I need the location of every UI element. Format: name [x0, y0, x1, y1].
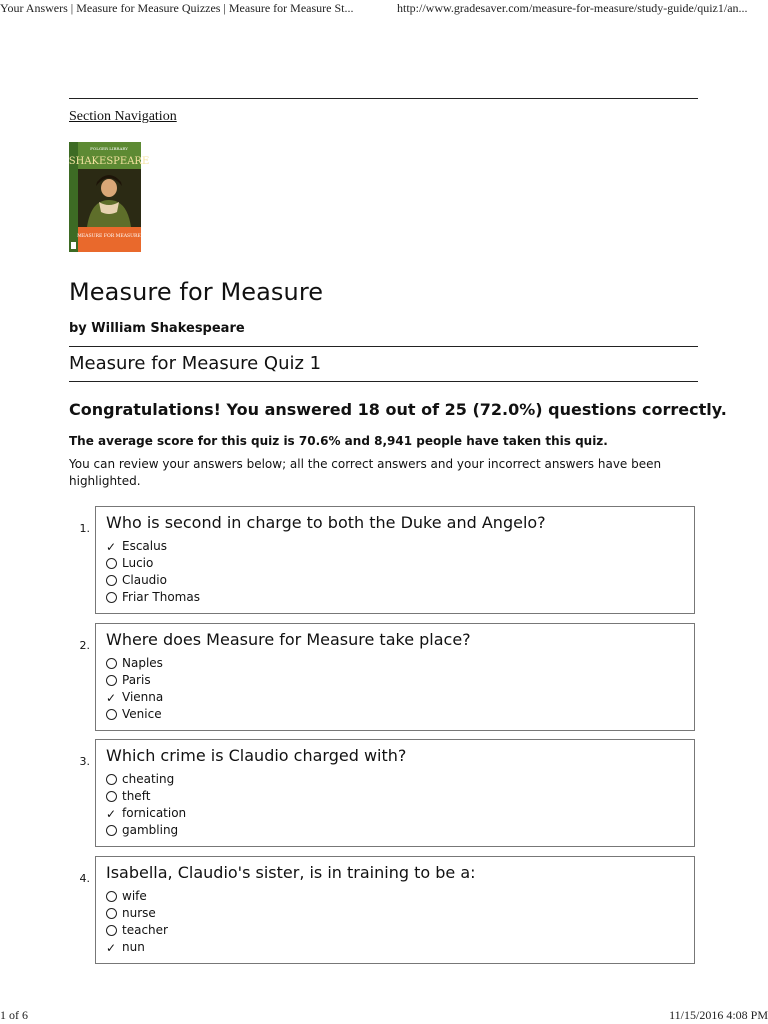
average-score: The average score for this quiz is 70.6% and 8,941 people have taken this quiz. — [69, 434, 608, 448]
radio-circle-icon — [106, 908, 117, 919]
answer-option[interactable] — [105, 572, 200, 589]
answer-option[interactable] — [105, 589, 200, 606]
radio-circle-icon — [106, 891, 117, 902]
radio-circle-icon — [106, 675, 117, 686]
quiz-title-bottom-divider — [69, 381, 698, 382]
question-number: 2. — [79, 639, 90, 652]
answer-option[interactable] — [105, 555, 200, 572]
answer-option[interactable] — [105, 822, 186, 839]
answer-list — [105, 538, 200, 606]
answer-label: Naples — [122, 656, 163, 670]
quiz-title-top-divider — [69, 346, 698, 347]
cover-bottom-text: MEASURE FOR MEASURE — [77, 234, 141, 239]
answer-option[interactable] — [105, 888, 168, 905]
checkmark-icon: ✓ — [105, 940, 117, 955]
book-title: Measure for Measure — [69, 278, 324, 306]
answer-option[interactable] — [105, 788, 186, 805]
answer-option[interactable] — [105, 905, 168, 922]
quiz-title: Measure for Measure Quiz 1 — [69, 353, 322, 374]
question-text: Where does Measure for Measure take place? — [106, 630, 471, 649]
answer-list — [105, 771, 186, 839]
answer-label: theft — [122, 789, 151, 803]
checkmark-icon: ✓ — [105, 539, 117, 554]
question-number: 4. — [79, 872, 90, 885]
answer-option[interactable] — [105, 939, 168, 956]
answer-label: nurse — [122, 906, 156, 920]
answer-list — [105, 888, 168, 956]
question-text: Isabella, Claudio's sister, is in training to be a: — [106, 863, 476, 882]
radio-circle-icon — [106, 592, 117, 603]
checkmark-icon: ✓ — [105, 690, 117, 705]
radio-circle-icon — [106, 658, 117, 669]
question-card — [95, 739, 695, 847]
answer-label: Lucio — [122, 556, 154, 570]
answer-label: Claudio — [122, 573, 167, 587]
answer-option[interactable] — [105, 922, 168, 939]
answer-label: Friar Thomas — [122, 590, 200, 604]
radio-circle-icon — [106, 825, 117, 836]
question-card — [95, 506, 695, 614]
answer-option[interactable] — [105, 672, 163, 689]
print-datetime: 11/15/2016 4:08 PM — [669, 1008, 768, 1022]
question-card — [95, 623, 695, 731]
book-author: by William Shakespeare — [69, 321, 245, 336]
answer-label: nun — [122, 940, 145, 954]
answer-label: teacher — [122, 923, 168, 937]
question-text: Which crime is Claudio charged with? — [106, 746, 407, 765]
answer-label: cheating — [122, 772, 175, 786]
answer-option[interactable] — [105, 689, 163, 706]
answer-label: Vienna — [122, 690, 164, 704]
answer-option[interactable] — [105, 706, 163, 723]
section-navigation-link[interactable]: Section Navigation — [69, 109, 177, 124]
print-header-title: Your Answers | Measure for Measure Quizzes | Measure for Measure St... — [0, 1, 354, 15]
question-number: 1. — [79, 522, 90, 535]
score-congratulations: Congratulations! You answered 18 out of 25 (72.0%) questions correctly. — [69, 400, 727, 419]
answer-label: Paris — [122, 673, 151, 687]
answer-option[interactable] — [105, 538, 200, 555]
answer-label: fornication — [122, 806, 187, 820]
book-cover-art — [68, 142, 150, 252]
answer-label: gambling — [122, 823, 179, 837]
question-text: Who is second in charge to both the Duke and Angelo? — [106, 513, 546, 532]
answer-option[interactable] — [105, 771, 186, 788]
top-divider — [69, 98, 698, 99]
answer-label: wife — [122, 889, 147, 903]
checkmark-icon: ✓ — [105, 806, 117, 821]
answer-option[interactable] — [105, 655, 163, 672]
answer-label: Escalus — [122, 539, 167, 553]
radio-circle-icon — [106, 774, 117, 785]
print-header — [0, 0, 768, 18]
radio-circle-icon — [106, 558, 117, 569]
cover-top-text: SHAKESPEARE — [68, 156, 150, 167]
question-number: 3. — [79, 755, 90, 768]
book-cover-image — [68, 142, 150, 252]
radio-circle-icon — [106, 791, 117, 802]
answer-label: Venice — [122, 707, 162, 721]
review-instructions: You can review your answers below; all the correct answers and your incorrect answers have been highlighted. — [69, 457, 662, 488]
answer-list — [105, 655, 163, 723]
print-header-url: http://www.gradesaver.com/measure-for-measure/study-guide/quiz1/an... — [397, 1, 748, 15]
radio-circle-icon — [106, 709, 117, 720]
radio-circle-icon — [106, 925, 117, 936]
svg-text:FOLGER LIBRARY: FOLGER LIBRARY — [90, 146, 128, 151]
print-footer — [0, 1008, 768, 1024]
answer-option[interactable] — [105, 805, 186, 822]
page-count: 1 of 6 — [0, 1008, 28, 1022]
radio-circle-icon — [106, 575, 117, 586]
question-card — [95, 856, 695, 964]
